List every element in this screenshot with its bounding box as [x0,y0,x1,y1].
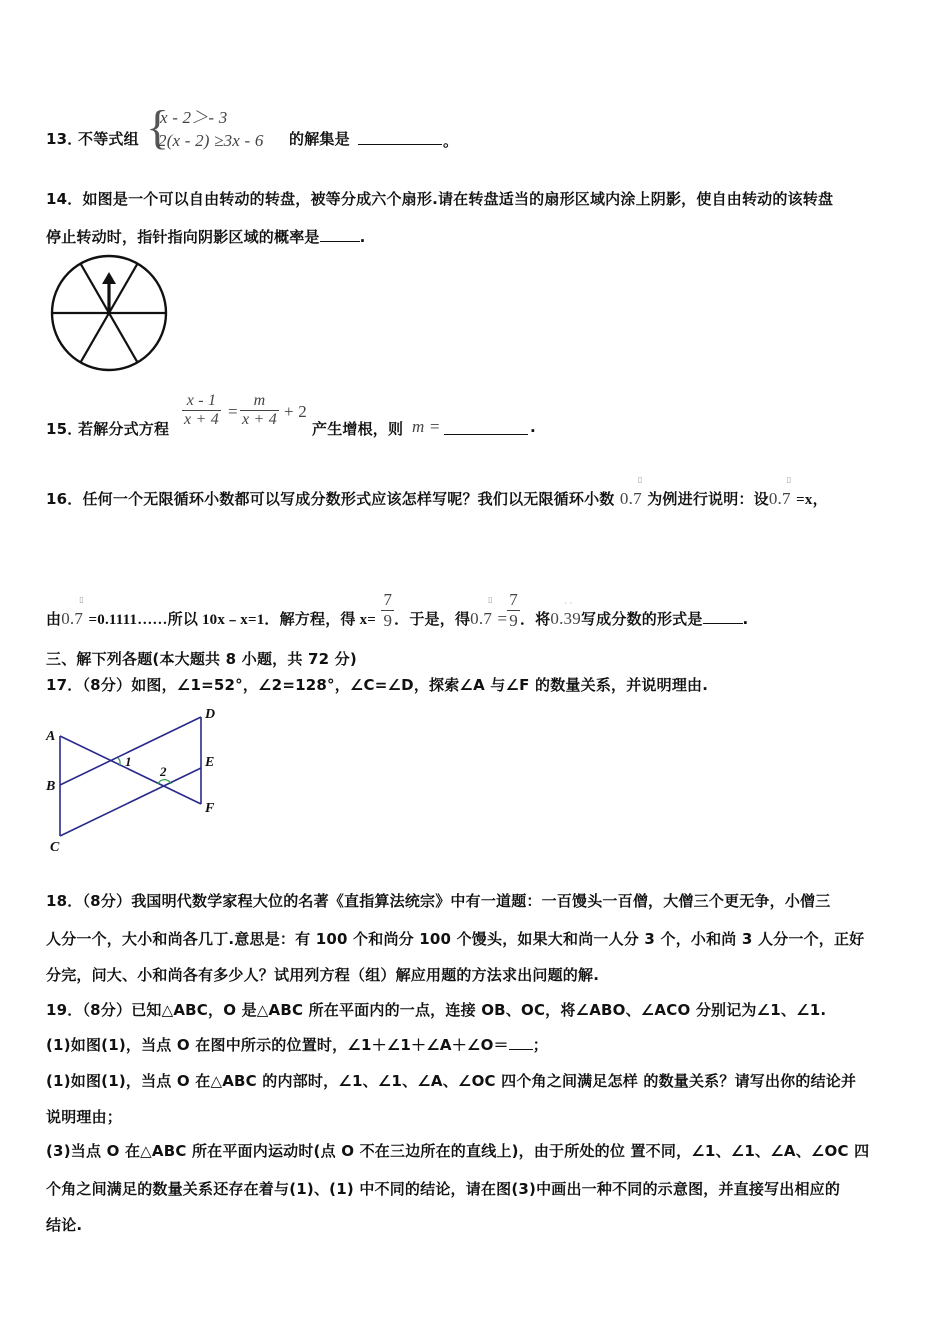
q13-suffix: 的解集是 [289,130,350,148]
q15-number: 15． [46,420,83,438]
repeating-decimal-0-7-c: ▯ 0.7 [61,595,84,628]
q14-end: . [359,228,366,246]
q18-line-2: 人分一个，大小和尚各几丁.意思是：有 100 个和尚分 100 个馒头，如果大和尚一人分 3 个，小和尚 3 人分一个，正好 [46,930,865,948]
q18-line-3: 分完，问大、小和尚各有多少人？试用列方程（组）解应用题的方法求出问题的解. [46,966,600,984]
q19-line-5: (3)当点 O 在△ABC 所在平面内运动时(点 O 不在三边所在的直线上)，由于所处的位 置不同，∠1、∠1、∠A、∠OC 四 [46,1142,870,1160]
q16-text-a: 16．任何一个无限循环小数都可以写成分数形式应该怎样写呢？我们以无限循环小数 [46,490,615,508]
q16-fraction-7-9-b: $\frac{7}{9}$ [509,590,518,630]
q16-answer-blank[interactable] [703,609,743,624]
q14-line-2 [46,226,366,247]
label-angle-2: 2 [160,764,167,779]
q16-line2-e: ．将 [519,610,551,628]
label-B: B [46,779,56,794]
rhs-numerator: m [253,392,266,409]
q19-line-3: (1)如图(1)，当点 O 在△ABC 的内部时，∠1、∠1、∠A、∠OC 四个角之间满足怎样 的数量关系？请写出你的结论并 [46,1072,857,1090]
q16-text-b: 为例进行说明：设 [647,490,769,508]
q19-line-1: 19．（8分）已知△ABC，O 是△ABC 所在平面内的一点，连接 OB、OC，将∠ABO、∠ACO 分别记为∠1、∠1. [46,1001,827,1019]
system-brace: { [146,101,170,154]
q19-line2-end: ； [532,1036,548,1054]
q17-geometry-figure [40,700,230,860]
pointer-arrow-icon [102,272,116,313]
q16-line2-b: =0.1111……所以 10x﹣x=1．解方程，得 x= [88,612,377,628]
q18-line-1: 18．（8分）我国明代数学家程大位的名著《直指算法统宗》中有一道题：一百馒头一百僧，大僧三个更无争，小僧三 [46,892,831,910]
q19-line2-text: (1)如图(1)，当点 O 在图中所示的位置时，∠1＋∠1＋∠A＋∠O＝ [46,1036,509,1054]
q15-plus-two: + 2 [284,402,307,421]
q16-line-1 [46,475,828,509]
q15-var: m = [412,417,441,436]
q16-text-c: =x， [796,492,828,508]
q19-line-4: 说明理由； [46,1108,123,1126]
label-E: E [205,755,215,770]
label-angle-1: 1 [125,754,132,769]
q16-line2-a: 由 [46,610,62,628]
q13-end: 。 [443,132,459,150]
q14-line-1: 14．如图是一个可以自由转动的转盘，被等分成六个扇形.请在转盘适当的扇形区域内涂上阴影，使自由转动的该转盘 [46,190,834,208]
repeating-decimal-0-39: · · 0.39 [550,599,581,628]
repeating-decimal-0-7-b: ▯ 0.7 [768,475,792,508]
q17-text: 17．（8分）如图，∠1=52°，∠2=128°，∠C=∠D，探索∠A 与∠F 的数量关系，并说明理由. [46,676,709,694]
q15-lhs-fraction [182,392,221,429]
lhs-numerator: x - 1 [186,392,217,409]
q13-answer-blank[interactable] [358,130,442,145]
q16-line-2 [46,590,748,631]
q19-line-6: 个角之间满足的数量关系还存在着与(1)、(1) 中不同的结论，请在图(3)中画出一种不同的示意图，并直接写出相应的 [46,1180,841,1198]
q15-middle: 产生增根，则 [312,420,404,438]
repeating-decimal-0-7-d: ▯ 0.7 [470,595,493,628]
section-3-title: 三、解下列各题(本大题共 8 小题，共 72 分) [46,650,357,668]
q14-answer-blank[interactable] [320,227,360,242]
q19-line-7: 结论. [46,1216,83,1234]
q13-number: 13． [46,130,83,148]
label-F: F [205,801,215,816]
q13-inequality-2: 2(x - 2) ≥3x - 6 [158,131,264,150]
spinner-figure [46,254,172,372]
q13-prefix: 不等式组 [78,130,139,148]
label-C: C [50,840,60,855]
q15-rhs-fraction [240,392,279,429]
lhs-denominator: x + 4 [184,411,219,428]
q16-line2-c: ．于是，得 [394,610,471,628]
label-A: A [46,729,56,744]
q13-inequality-1: x - 2＞- 3 [160,108,228,127]
q16-end: . [742,610,749,628]
label-D: D [205,707,216,722]
q19-line-2 [46,1034,548,1055]
q15-end: . [530,418,536,436]
q16-fraction-7-9: $\frac{7}{9}$ [383,590,393,630]
q19-answer-blank[interactable] [509,1035,533,1050]
q16-line2-f: 写成分数的形式是 [580,610,703,628]
rhs-denominator: x + 4 [242,411,277,428]
q15-answer-blank[interactable] [444,420,528,435]
repeating-decimal-0-7: ▯ 0.7 [619,475,643,508]
q15-equals: = [228,402,238,421]
q15-prefix: 若解分式方程 [78,420,170,438]
q14-line-2-text: 停止转动时，指针指向阴影区域的概率是 [46,228,320,246]
q16-equals: = [497,609,508,628]
